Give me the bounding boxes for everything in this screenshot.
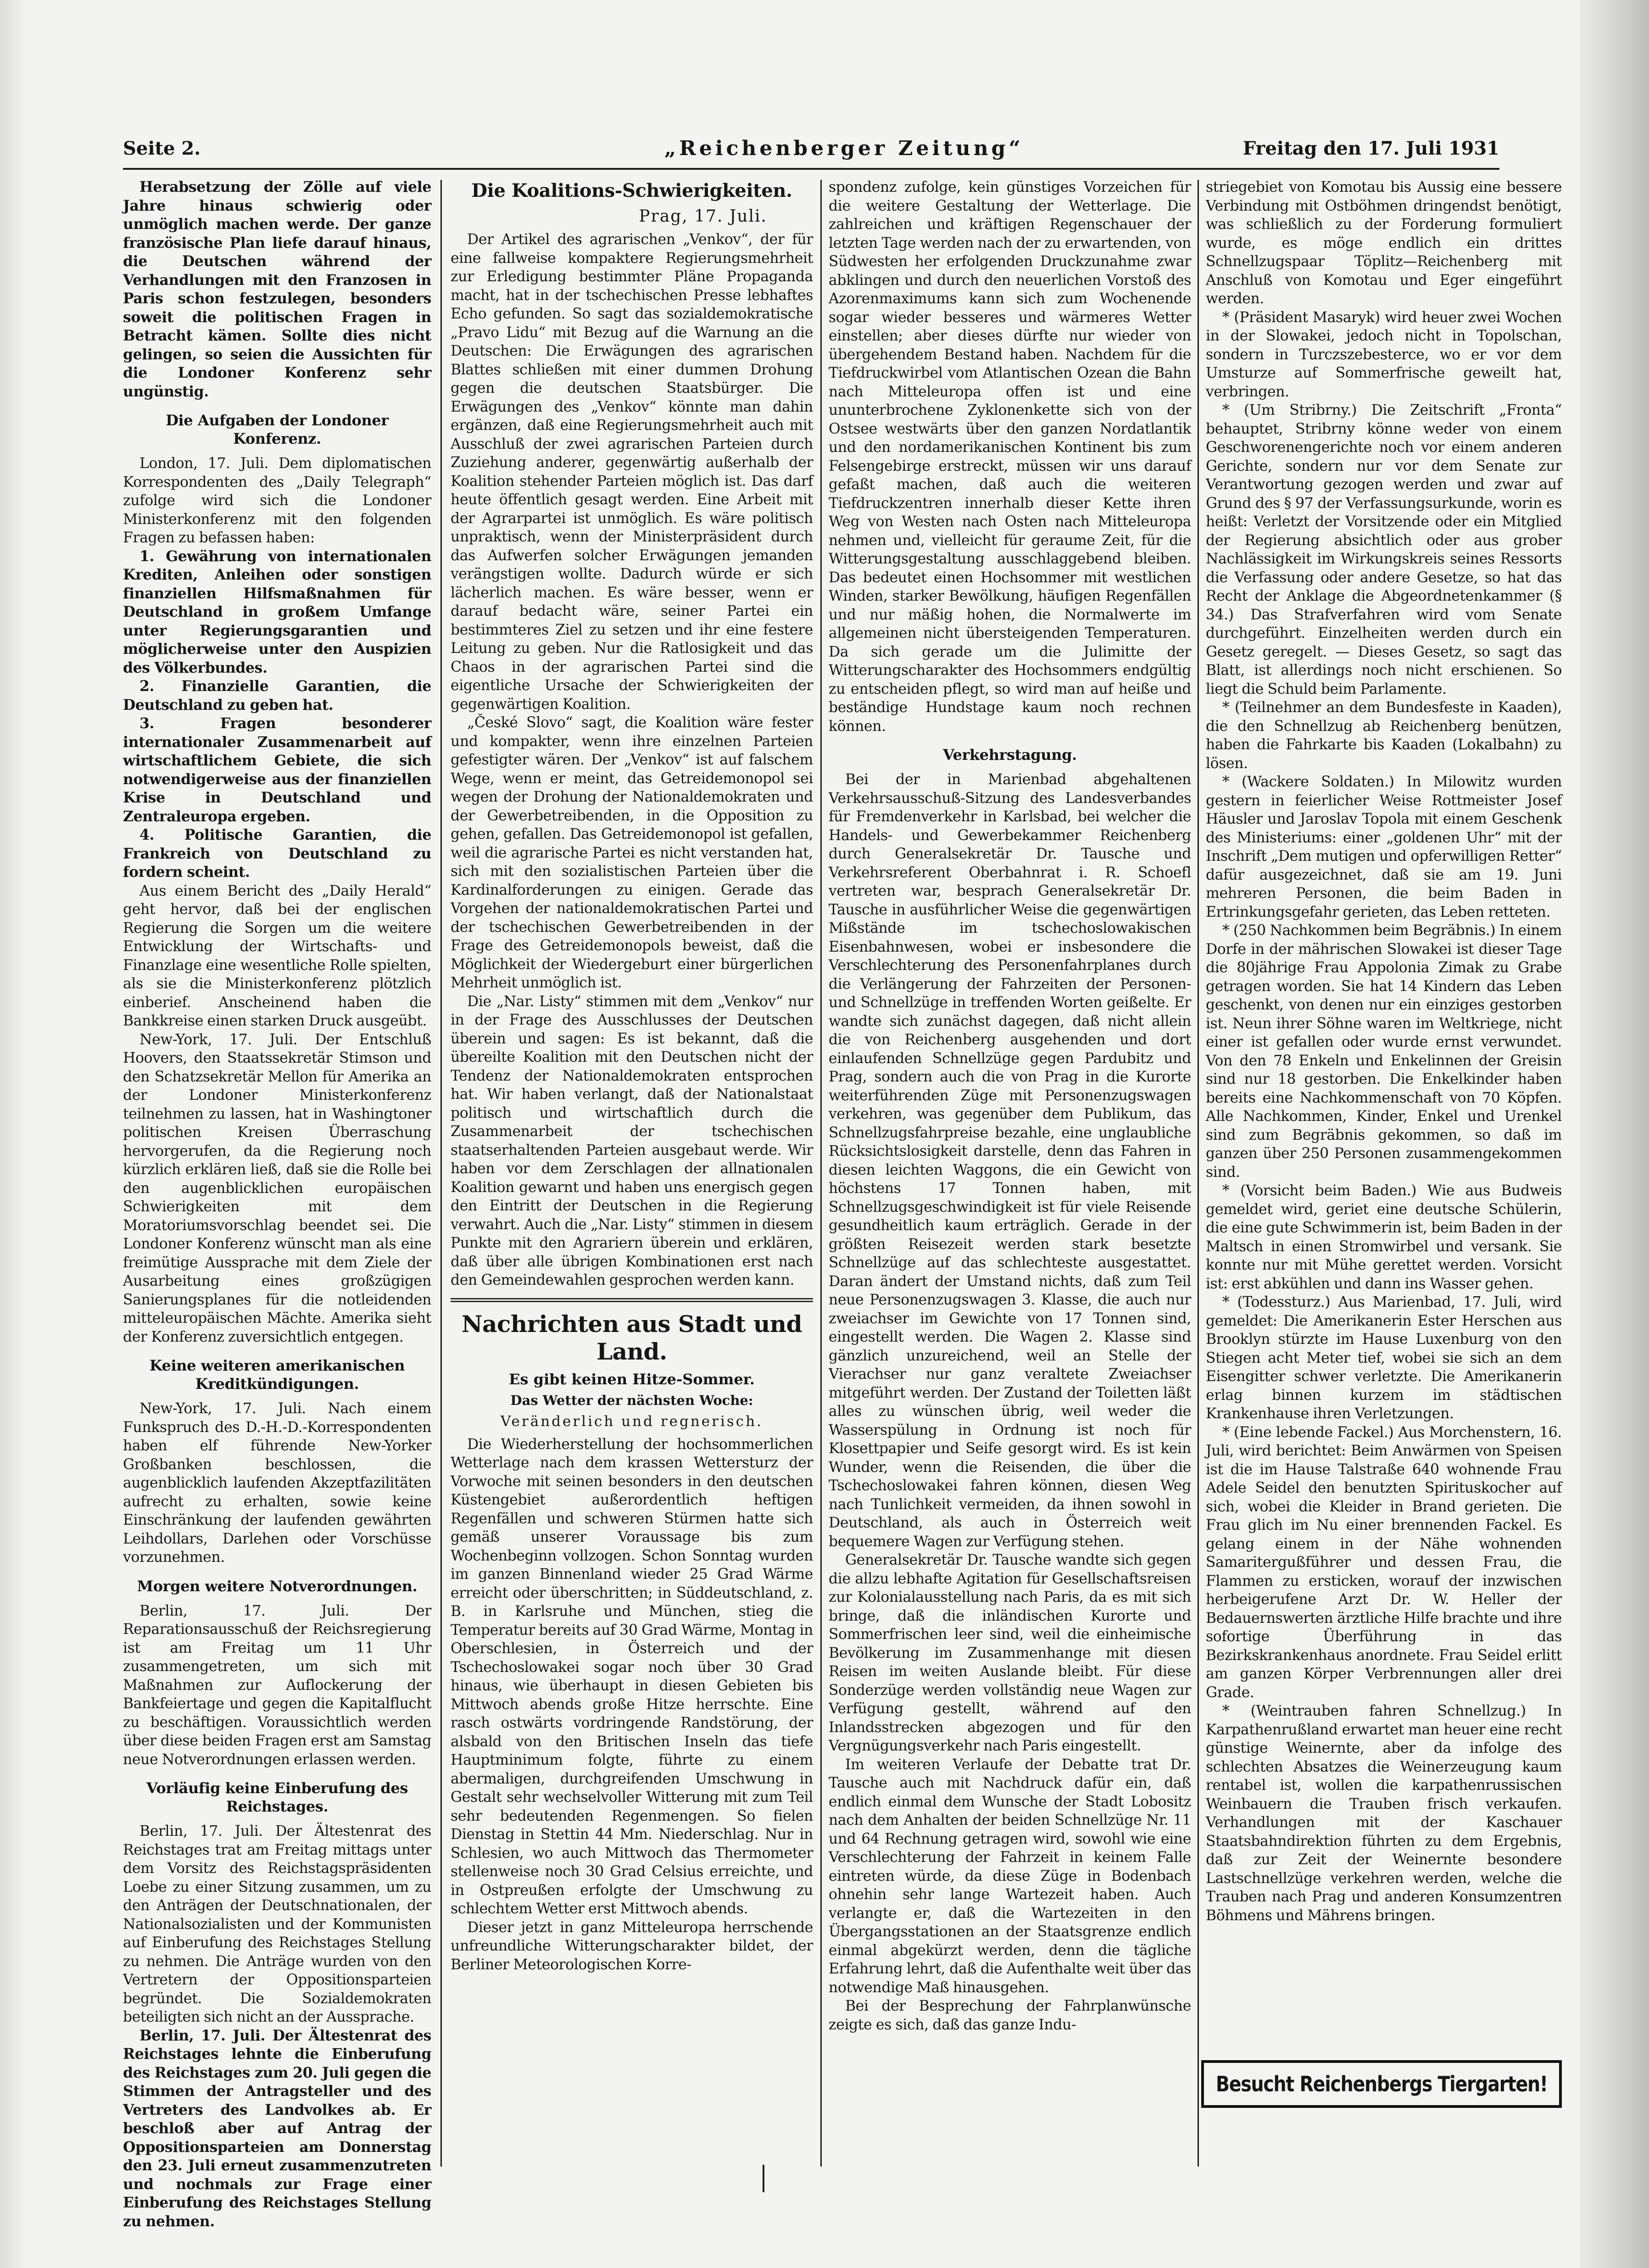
weather-body (451, 1435, 813, 1974)
zoo-advertisement (1201, 2060, 1562, 2108)
article-paragraph: * (Wackere Soldaten.) In Milowitz wurden gestern in feierlicher Weise Rottmeister Josef Häusler und Jaroslav Topola mit einem Geschenk des Ministeriums: einer „goldenen Uhr“ mit der Inschrift „Dem mutigen und opferwilligen Retter“ dafür ausgezeichnet, daß sie am 19. Juni mehreren Personen, die beim Baden in Ertrinkungsgefahr gerieten, das Leben retteten. (1206, 774, 1562, 920)
page-header (123, 134, 1499, 166)
article-paragraph: Der Artikel des agrarischen „Venkov“, der für eine fallweise kompaktere Regierungsmehrheit zur Erledigung bestimmter Pläne Propaganda macht, hat in der tschechischen Presse lebhaftes Echo gefunden. So sagt das sozialdemokratische „Pravo Lidu“ mit Bezug auf die Warnung an die Deutschen: Die Erwägungen des agrarischen Blattes schließen mit einer dummen Drohung gegen die deutschen Staatsbürger. Die Erwägungen des „Venkov“ könnte man dahin ergänzen, daß eine Regierungsmehrheit auch mit Ausschluß der zwei agrarischen Parteien durch Zuziehung anderer, gegenwärtig außerhalb der Koalition stehender Parteien möglich ist. Das darf heute öffentlich gesagt werden. Eine Arbeit mit der Agrarpartei ist unmöglich. Es wäre politisch unpraktisch, wenn der Ministerpräsident durch das Aufwerfen solcher Erwägungen jemanden verängstigen wollte. Dadurch würde er sich lächerlich machen. Es wäre besser, wenn er darauf bedacht wäre, seiner Partei ein bestimmteres Ziel zu setzen und ihr eine festere Leitung zu geben. Nur die Ratlosigkeit und das Chaos in der agrarischen Partei sind die eigentliche Ursache der Schwierigkeiten der gegenwärtigen Koalition. (451, 231, 813, 713)
weather-spaced-line: Veränderlich und regnerisch. (501, 1413, 763, 1430)
newspaper-title: „Reichenberger Zeitung“ (664, 137, 1024, 160)
column-4 (1206, 178, 1562, 2050)
section-divider (451, 1298, 813, 1302)
article-paragraph: 3. Fragen besonderer internationaler Zusammenarbeit auf wirtschaftlichem Gebiete, die sich notwendigerweise aus der finanziellen Krise in Deutschland und Zentraleuropa ergeben. (123, 715, 431, 825)
article-paragraph: * (Teilnehmer an dem Bundesfeste in Kaaden), die den Schnellzug ab Reichenberg benützen, haben die Fahrkarte bis Kaaden (Lokalbahn) zu lösen. (1206, 699, 1562, 772)
article-paragraph: New-York, 17. Juli. Nach einem Funkspruch des D.-H.-D.-Korrespondenten haben elf führende New-Yorker Großbanken beschlossen, die augenblicklich laufenden Akzeptfazilitäten aufrecht zu erhalten, sowie keine Einschränkung der laufenden gewährten Leihdollars, Darlehen oder Vorschüsse vorzunehmen. (123, 1400, 431, 1566)
article-paragraph: Herabsetzung der Zölle auf viele Jahre hinaus schwierig oder unmöglich machen werde. Der ganze französische Plan liefe darauf hinaus, die Deutschen während der Verhandlungen mit den Franzosen in Paris schon festzulegen, besonders soweit die politischen Fragen in Betracht kämen. Sollte dies nicht gelingen, so seien die Aussichten für die Londoner Konferenz sehr ungünstig. (123, 178, 431, 400)
article-paragraph: Berlin, 17. Juli. Der Reparationsausschuß der Reichsregierung ist am Freitag um 11 Uhr zusammengetreten, um sich mit Maßnahmen zur Auflockerung der Bankfeiertage und gegen die Kapitalflucht zu beschäftigen. Voraussichtlich werden über diese beiden Fragen erst am Samstag neue Notverordnungen erlassen werden. (123, 1602, 431, 1768)
column-rule-2 (820, 180, 822, 2167)
article-paragraph: * (Präsident Masaryk) wird heuer zwei Wochen in der Slowakei, jedoch nicht in Topolschan, sondern in Turczszebesterce, wo er vor dem Umsturze auf Sommerfrische geweilt hat, verbringen. (1206, 309, 1562, 400)
article-paragraph: striegebiet von Komotau bis Aussig eine bessere Verbindung mit Ostböhmen dringendst benötigt, was schließlich zu der Forderung formuliert wurde, es möge endlich ein drittes Schnellzugspaar Töplitz—Reichenberg mit Anschluß von Komotau und Eger eingeführt werden. (1206, 179, 1562, 307)
article-heading: Morgen weitere Notverordnungen. (137, 1577, 418, 1595)
issue-date: Freitag den 17. Juli 1931 (1242, 138, 1499, 159)
page-edge-left (0, 0, 28, 2268)
article-paragraph: 1. Gewährung von internationalen Krediten, Anleihen oder sonstigen finanziellen Hilfsmaßnahmen für Deutschland in großem Umfange unter Regierungsgarantien und möglicherweise unter den Auspizien des Völkerbundes. (123, 547, 431, 676)
header-rule (123, 168, 1499, 170)
page-edge-right (1580, 0, 1649, 2268)
article-heading: Die Aufgaben der Londoner Konferenz. (166, 412, 389, 447)
article-paragraph: Berlin, 17. Juli. Der Ältestenrat des Reichstages lehnte die Einberufung des Reichstages zum 20. Juli gegen die Stimmen der Antragsteller und des Vertreters des Landvolkes ab. Er beschloß aber auf Antrag der Oppositionsparteien am Donnerstag den 23. Juli erneut zusammenzutreten und nochmals zur Frage einer Einberufung des Reichstages Stellung zu nehmen. (123, 2027, 431, 2230)
article-paragraph: Die Wiederherstellung der hochsommerlichen Wetterlage nach dem krassen Wettersturz der Vorwoche mit seinen besonders in den deutschen Küstengebiet außerordentlich heftigen Regenfällen und schweren Stürmen hatte sich gemäß unserer Voraussage bis zum Wochenbeginn vollzogen. Schon Sonntag wurden im ganzen Binnenland wieder 25 Grad Wärme erreicht oder überschritten; in Süddeutschland, z. B. in Karlsruhe und München, stieg die Temperatur bereits auf 30 Grad Wärme, Montag in Oberschlesien, in Österreich und der Tschechoslowakei sogar noch über 30 Grad hinaus, wie überhaupt in diesen Gebieten bis Mittwoch abends große Hitze herrschte. Eine rasch ostwärts vordringende Randstörung, der alsbald von den Britischen Inseln das tiefe Hauptminimum folgte, führte zu einem abermaligen, durchgreifenden Umschwung in Gestalt sehr wechselvoller Witterung mit zum Teil sehr bedeutenden Regenmengen. So fielen Dienstag in Stettin 44 Mm. Niederschlag. Nur in Schlesien, wo auch Mittwoch das Thermometer stellenweise noch 30 Grad Celsius erreichte, und in Ostpreußen erfolgte der Umschwung zu schlechtem Wetter erst Mittwoch abends. (451, 1436, 813, 1917)
article-paragraph: New-York, 17. Juli. Der Entschluß Hoovers, den Staatssekretär Stimson und den Schatzsekretär Mellon für Amerika an der Londoner Ministerkonferenz teilnehmen zu lassen, hat in Washingtoner politischen Kreisen Überraschung hervorgerufen, da die Regierung noch kürzlich erklären ließ, daß sie die Rolle bei den augenblicklichen europäischen Schwierigkeiten mit dem Moratoriumsvorschlag beendet sei. Die Londoner Konferenz wünscht man als eine freimütige Aussprache mit dem Ziele der Ausarbeitung eines großzügigen Sanierungsplanes für die notleidenden mitteleuropäischen Mächte. Amerika sieht der Konferenz zuversichtlich entgegen. (123, 1031, 431, 1345)
article-paragraph: 4. Politische Garantien, die Frankreich von Deutschland zu fordern scheint. (123, 826, 431, 880)
article-paragraph: * (Weintrauben fahren Schnellzug.) In Karpathenrußland erwartet man heuer eine recht günstige Weinernte, aber da infolge des schlechten Absatzes die Weinerzeugung kaum rentabel ist, wollen die karpathenrussischen Weinbauern die Trauben frisch verkaufen. Verhandlungen mit der Kaschauer Staatsbahndirektion führten zu dem Ergebnis, daß zur Zeit der Weinernte besondere Lastschnellzüge verkehren werden, welche die Trauben nach Prag und anderen Konsumzentren Böhmens und Mährens bringen. (1206, 1703, 1562, 1924)
column-rule-3 (1198, 180, 1199, 2167)
article-dateline: Prag, 17. Juli. (639, 207, 767, 226)
article-paragraph: Bei der in Marienbad abgehaltenen Verkehrsausschuß-Sitzung des Landesverbandes für Fremdenverkehr in Karlsbad, bei welcher die Handels- und Gewerbekammer Reichenberg durch Generalsekretär Dr. Tausche und Verkehrsreferent Oberbahnrat i. R. Schoefl vertreten war, besprach Generalsekretär Dr. Tausche in ausführlicher Weise die gegenwärtigen Mißstände im tschechoslowakischen Eisenbahnwesen, wobei er insbesondere die Verschlechterung des Personenfahrplanes durch die Verlängerung der Fahrzeiten der Personen- und Schnellzüge in treffenden Worten geißelte. Er wandte sich zunächst dagegen, daß nicht allein die von Reichenberg ausgehenden und dort einlaufenden Schnellzüge gegen Pardubitz und Prag, sondern auch die von Prag in die Kurorte weiterführenden Züge mit Personenzugswagen verkehren, was gegenüber dem Publikum, das Schnellzugsfahrpreise bezahle, eine unglaubliche Rücksichtslosigkeit darstelle, denn das Fahren in diesen leichten Waggons, die ein Gewicht von höchstens 17 Tonnen haben, mit Schnellzugsgeschwindigkeit ist für viele Reisende gesundheitlich kaum erträglich. Gerade in der größten Reisezeit werden stark besetzte Schnellzüge auf das schlechteste ausgestattet. Daran ändert der Umstand nichts, daß zum Teil neue Personenzugswagen 3. Klasse, die auch nur zweiachser im Gewichte von 17 Tonnen sind, eingestellt werden. Die Wagen 2. Klasse sind gänzlich unzureichend, weil an Stelle der Vierachser nur ganz veraltete Zweiachser mitgeführt werden. Der Zustand der Toiletten läßt alles zu wünschen übrig, weil weder die Wasserspülung in Ordnung ist noch für Klosettpapier und Seife gesorgt wird. Es ist kein Wunder, wenn die Reisenden, die über die Tschechoslowakei fahren können, diesen Weg nach Tunlichkeit vermeiden, da ihnen sowohl in Deutschland, als auch in Österreich weit bequemere Wagen zur Verfügung stehen. (829, 771, 1191, 1550)
article-paragraph: Die „Nar. Listy“ stimmen mit dem „Venkov“ nur in der Frage des Ausschlusses der Deutschen überein und sagen: Es ist bekannt, daß die übereilte Koalition mit den Deutschen nicht der Tendenz der Nationaldemokraten entsprochen hat. Wir haben verlangt, daß der Nationalstaat politisch und wirtschaftlich durch die Zusammenarbeit der tschechischen staatserhaltenden Parteien ausgebaut werde. Wir haben vor dem Zerschlagen der allnationalen Koalition gewarnt und haben uns energisch gegen den Eintritt der Deutschen in die Regierung verwahrt. Auch die „Nar. Listy“ stimmen in diesem Punkte mit den Agrariern überein und erklären, daß über alle übrigen Kombinationen erst nach den Gemeindewahlen gesprochen werden kann. (451, 993, 813, 1288)
article-heading: Verkehrstagung. (943, 746, 1077, 763)
article-paragraph: * (Um Stribrny.) Die Zeitschrift „Fronta“ behauptet, Stribrny könne weder von einem Geschworenengerichte noch vor einem anderen Gerichte, sondern nur vor dem Senate zur Verantwortung gezogen werden und zwar auf Grund des § 97 der Verfassungsurkunde, worin es heißt: Verletzt der Vorsitzende oder ein Mitglied der Regierung absichtlich oder aus grober Nachlässigkeit im Wirkungskreis seines Ressorts die Verfassung oder andere Gesetze, so hat das Recht der Anklage die Abgeordnetenkammer (§ 34.) Das Strafverfahren wird vom Senate durchgeführt. Einzelheiten werden durch ein Gesetz geregelt. — Dieses Gesetz, so sagt das Blatt, ist allerdings noch nicht erschienen. So liegt die Schuld beim Parlamente. (1206, 402, 1562, 697)
section-title-local-news: Nachrichten aus Stadt und Land. (461, 1310, 802, 1365)
article-paragraph: * (Todessturz.) Aus Marienbad, 17. Juli, wird gemeldet: Die Amerikanerin Ester Herschen aus Brooklyn stürzte im Hause Luxenburg von den Stiegen acht Meter tief, wobei sie sich an dem Eisengitter schwer verletzte. Die Amerikanerin erlag binnen kurzem im städtischen Krankenhause ihren Verletzungen. (1206, 1294, 1562, 1422)
article-paragraph: London, 17. Juli. Dem diplomatischen Korrespondenten des „Daily Telegraph“ zufolge wird sich die Londoner Ministerkonferenz mit den folgenden Fragen zu befassen haben: (123, 455, 431, 546)
article-paragraph: Dieser jetzt in ganz Mitteleuropa herrschende unfreundliche Witterungscharakter bildet, der Berliner Meteorologischen Korre- (451, 1919, 813, 1973)
article-heading: Vorläufig keine Einberufung des Reichstages. (146, 1779, 408, 1815)
article-paragraph: Im weiteren Verlaufe der Debatte trat Dr. Tausche auch mit Nachdruck dafür ein, daß endlich einmal dem Wunsche der Stadt Lobositz nach dem Anhalten der beiden Schnellzüge Nr. 11 und 64 Rechnung getragen wird, sowohl wie eine Verschlechterung der Fahrzeit in keinem Falle eintreten würde, da diese Züge in Bodenbach ohnehin sehr lange Wartezeit haben. Auch verlangte er, daß die Wartezeiten in den Übergangsstationen an der Staatsgrenze endlich einmal abgekürzt werden, denn die tägliche Erfahrung lehrt, daß die Aufenthalte weit über das notwendige Maß hinausgehen. (829, 1756, 1191, 1996)
advertisement-text: Besucht Reichenbergs Tiergarten! (1215, 2072, 1548, 2096)
article-paragraph: * (Vorsicht beim Baden.) Wie aus Budweis gemeldet wird, geriet eine deutsche Schülerin, die eine gute Schwimmerin ist, beim Baden in der Maltsch in einen Stromwirbel und versank. Sie konnte nur mit Mühe gerettet werden. Vorsicht ist: erst abkühlen und dann ins Wasser gehen. (1206, 1182, 1562, 1292)
article-paragraph: spondenz zufolge, kein günstiges Vorzeichen für die weitere Gestaltung der Wetterlage. Die zahlreichen und kräftigen Regenschauer der letzten Tage werden nach der zu erwartenden, von Südwesten her erfolgenden Druckzunahme zwar abklingen und durch den neuerlichen Vorstoß des Azorenmaximums kann sich zum Wochenende sogar wieder besseres und wärmeres Wetter einstellen; aber dieses dürfte nur wieder von übergehendem Bestand haben. Nachdem für die Tiefdruckwirbel vom Atlantischen Ozean die Bahn nach Mitteleuropa offen ist und eine ununterbrochene Zyklonenkette sich von der Ostsee westwärts über den ganzen Nordatlantik und den nordamerikanischen Kontinent bis zum Felsengebirge erstreckt, müssen wir uns darauf gefaßt machen, daß auch die weiteren Tiefdruckzentren innerhalb dieser Kette ihren Weg von Westen nach Osten nach Mitteleuropa nehmen und, vielleicht für geraume Zeit, für die Witterungsgestaltung ausschlaggebend bleiben. Das bedeutet einen Hochsommer mit westlichen Winden, starker Bewölkung, häufigen Regenfällen und nur mäßig hohen, die Normalwerte im allgemeinen nicht übersteigenden Temperaturen. Da sich gerade um die Julimitte der Witterungscharakter des Hochsommers endgültig zu entscheiden pflegt, so wird man auf heiße und beständige Hundstage kaum noch rechnen können. (829, 179, 1191, 735)
article-title-koalition: Die Koalitions-Schwierigkeiten. (471, 180, 792, 201)
column-3 (829, 178, 1191, 2165)
column-2 (451, 178, 813, 2165)
article-paragraph: „České Slovo“ sagt, die Koalition wäre fester und kompakter, wenn ihre einzelnen Parteien gefestigter wären. Der „Venkov“ ist auf falschem Wege, wenn er meint, das Getreidemonopol sei wegen der Drohung der Nationaldemokraten und der Gewerbetreibenden, in die Opposition zu gehen, gefallen. Das Getreidemonopol ist gefallen, weil die agrarische Partei es nicht verstanden hat, sich mit den sozialistischen Parteien über die Kardinalforderungen zu einigen. Gerade das Vorgehen der nationaldemokratischen Partei und der tschechischen Gewerbetreibenden in der Frage des Getreidemonopols beweist, daß die Möglichkeit der Wiedergeburt einer bürgerlichen Mehrheit unmöglich ist. (451, 714, 813, 991)
article-paragraph: * (Eine lebende Fackel.) Aus Morchenstern, 16. Juli, wird berichtet: Beim Anwärmen von Speisen ist die im Hause Talstraße 640 wohnende Frau Adele Seidel den benutzten Spirituskocher auf sich, wobei die Kleider in Brand gerieten. Die Frau glich im Nu einer brennenden Fackel. Es gelang einem in der Nähe wohnenden Samaritergußführer und dessen Frau, die Flammen zu ersticken, worauf der inzwischen herbeigerufene Arzt Dr. W. Heller der Bedauernswerten ärztliche Hilfe brachte und ihre sofortige Überführung in das Bezirkskrankenhaus anordnete. Frau Seidel erlitt am ganzen Körper Verbrennungen aller drei Grade. (1206, 1424, 1562, 1701)
weather-subheadline: Das Wetter der nächsten Woche: (510, 1392, 753, 1408)
article-paragraph: 2. Finanzielle Garantien, die Deutschland zu geben hat. (123, 678, 431, 713)
column-rule-1 (440, 180, 442, 2167)
article-paragraph: Bei der Besprechung der Fahrplanwünsche zeigte es sich, daß das ganze Indu- (829, 1998, 1191, 2033)
weather-headline: Es gibt keinen Hitze-Sommer. (509, 1370, 755, 1388)
article-paragraph: * (250 Nachkommen beim Begräbnis.) In einem Dorfe in der mährischen Slowakei ist dieser Tage die 80jährige Frau Appolonia Zimak zu Grabe getragen worden. Sie hat 14 Kindern das Leben geschenkt, von denen nur ein einziges gestorben ist. Neun ihrer Söhne waren im Weltkriege, nicht einer ist gefallen oder wurde ernst verwundet. Von den 78 Enkeln und Enkelinnen der Greisin sind nur 18 gestorben. Die Enkelkinder haben bereits eine Nachkommenschaft von 70 Köpfen. Alle Nachkommen, Kinder, Enkel und Urenkel sind zum Begräbnis gekommen, so daß im ganzen über 250 Personen zusammengekommen sind. (1206, 922, 1562, 1181)
page-number: Seite 2. (123, 138, 201, 159)
article-paragraph: Generalsekretär Dr. Tausche wandte sich gegen die allzu lebhafte Agitation für Gesellschaftsreisen zur Kolonialausstellung nach Paris, da es mit sich bringe, daß die inländischen Kurorte und Sommerfrischen leer sind, weil die einheimische Bevölkerung im Zusammenhange mit diesen Reisen im weiten Auslande bleibt. Für diese Sonderzüge werden vollständig neue Wagen zur Verfügung gestellt, während auf den Inlandsstrecken abgezogen und für den Vergnügungsverkehr nach Paris eingestellt. (829, 1552, 1191, 1754)
koalition-body (451, 230, 813, 1290)
column-1 (123, 178, 431, 2230)
article-paragraph: Berlin, 17. Juli. Der Ältestenrat des Reichstages trat am Freitag mittags unter dem Vorsitz des Reichstagspräsidenten Loebe zu einer Sitzung zusammen, um zu den Anträgen der Deutschnationalen, der Nationalsozialisten und der Kommunisten auf Einberufung des Reichstages Stellung zu nehmen. Die Anträge wurden von den Vertretern der Oppositionsparteien begründet. Die Sozialdemokraten beteiligten sich nicht an der Aussprache. (123, 1823, 431, 2025)
fold-mark (763, 2165, 764, 2192)
article-heading: Keine weiteren amerikanischen Kreditkündigungen. (149, 1357, 405, 1393)
article-paragraph: Aus einem Bericht des „Daily Herald“ geht hervor, daß bei der englischen Regierung die Sorgen um die weitere Entwicklung der Wirtschafts- und Finanzlage eine wesentliche Rolle spielten, als sie die Ministerkonferenz plötzlich einberief. Anscheinend haben die Bankkreise einen starken Druck ausgeübt. (123, 882, 431, 1029)
